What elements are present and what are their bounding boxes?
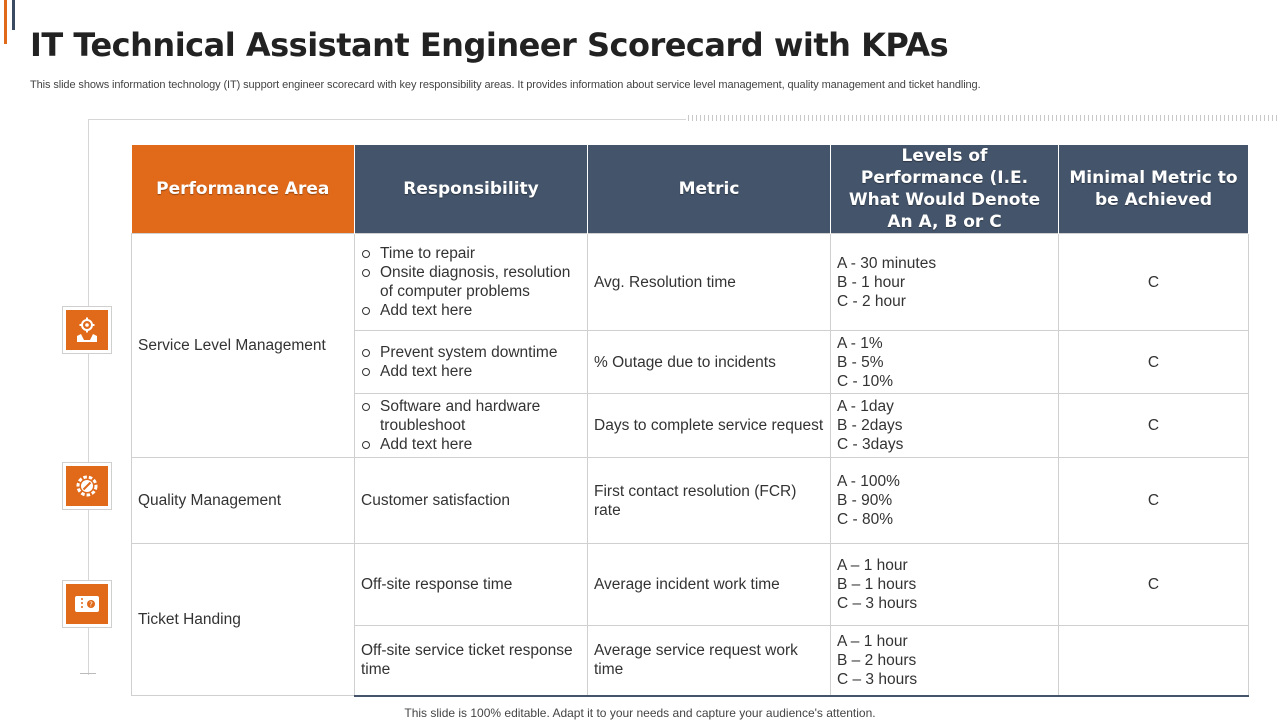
responsibility-item: Add text here bbox=[361, 435, 581, 454]
header-responsibility: Responsibility bbox=[355, 145, 588, 234]
responsibility-cell bbox=[355, 234, 588, 331]
table-header-row bbox=[132, 145, 1249, 234]
header-levels-of-performance: Levels of Performance (I.E. What Would Denote An A, B or C bbox=[831, 145, 1059, 234]
level-a: A – 1 hour bbox=[837, 557, 908, 574]
responsibility-item: Prevent system downtime bbox=[361, 343, 581, 362]
frame-line-foot bbox=[80, 673, 96, 674]
level-b: B - 2days bbox=[837, 417, 903, 434]
level-b: B – 1 hours bbox=[837, 576, 917, 593]
accent-bar-secondary bbox=[12, 0, 15, 30]
metric-cell: Avg. Resolution time bbox=[588, 234, 831, 331]
metric-cell: Average incident work time bbox=[588, 544, 831, 626]
accent-bar bbox=[4, 0, 7, 44]
levels-cell bbox=[831, 458, 1059, 544]
level-c: C – 3 hours bbox=[837, 595, 918, 612]
level-b: B - 5% bbox=[837, 353, 884, 371]
quality-icon bbox=[73, 472, 101, 500]
frame-line-top bbox=[88, 119, 686, 120]
page-subtitle: This slide shows information technology (IT) support engineer scorecard with key responsibility areas. It provides information about service level management, quality management and ticket handling. bbox=[30, 79, 981, 91]
metric-cell: Days to complete service request bbox=[588, 394, 831, 458]
levels-cell bbox=[831, 331, 1059, 394]
footer-note: This slide is 100% editable. Adapt it to your needs and capture your audience's attention. bbox=[404, 706, 876, 720]
scorecard-table bbox=[131, 145, 1249, 697]
area-service-level-management: Service Level Management bbox=[132, 234, 355, 458]
level-c: C – 3 hours bbox=[837, 670, 918, 688]
minimal-metric-cell: C bbox=[1059, 234, 1249, 331]
responsibility-item: Time to repair bbox=[361, 244, 581, 263]
level-b: B – 2 hours bbox=[837, 651, 917, 669]
frame-dotted-line bbox=[688, 115, 1280, 121]
responsibility-cell bbox=[355, 394, 588, 458]
table-row bbox=[132, 234, 1249, 331]
area-quality-management: Quality Management bbox=[132, 458, 355, 544]
responsibility-cell: Customer satisfaction bbox=[355, 458, 588, 544]
service-management-icon-box bbox=[62, 306, 112, 354]
level-a: A – 1 hour bbox=[837, 632, 908, 650]
ticket-icon-box bbox=[62, 580, 112, 628]
responsibility-item: Add text here bbox=[361, 362, 581, 381]
minimal-metric-cell bbox=[1059, 626, 1249, 696]
minimal-metric-cell: C bbox=[1059, 331, 1249, 394]
level-c: C - 2 hour bbox=[837, 292, 906, 310]
levels-cell bbox=[831, 544, 1059, 626]
minimal-metric-cell: C bbox=[1059, 394, 1249, 458]
metric-cell: % Outage due to incidents bbox=[588, 331, 831, 394]
svg-text:?: ? bbox=[89, 600, 93, 609]
responsibility-item: Software and hardware troubleshoot bbox=[361, 397, 581, 435]
level-a: A - 1day bbox=[837, 398, 894, 415]
level-b: B - 90% bbox=[837, 492, 893, 509]
level-c: C - 80% bbox=[837, 511, 893, 528]
minimal-metric-cell: C bbox=[1059, 544, 1249, 626]
responsibility-cell bbox=[355, 331, 588, 394]
service-management-icon bbox=[73, 316, 101, 344]
level-c: C - 3days bbox=[837, 436, 904, 453]
levels-cell bbox=[831, 626, 1059, 696]
level-b: B - 1 hour bbox=[837, 273, 906, 291]
table-row bbox=[132, 544, 1249, 626]
minimal-metric-cell: C bbox=[1059, 458, 1249, 544]
ticket-icon bbox=[73, 590, 101, 618]
header-minimal-metric: Minimal Metric to be Achieved bbox=[1059, 145, 1249, 234]
responsibility-item: Onsite diagnosis, resolution of computer problems bbox=[361, 263, 581, 301]
level-a: A - 30 minutes bbox=[837, 254, 937, 272]
level-c: C - 10% bbox=[837, 372, 893, 390]
metric-cell: First contact resolution (FCR) rate bbox=[588, 458, 831, 544]
quality-icon-box bbox=[62, 462, 112, 510]
level-a: A - 100% bbox=[837, 473, 900, 490]
responsibility-cell: Off-site service ticket response time bbox=[355, 626, 588, 696]
header-metric: Metric bbox=[588, 145, 831, 234]
page-title: IT Technical Assistant Engineer Scorecard with KPAs bbox=[30, 26, 949, 64]
levels-cell bbox=[831, 394, 1059, 458]
responsibility-cell: Off-site response time bbox=[355, 544, 588, 626]
header-performance-area: Performance Area bbox=[132, 145, 355, 234]
levels-cell bbox=[831, 234, 1059, 331]
table-row bbox=[132, 458, 1249, 544]
metric-cell: Average service request work time bbox=[588, 626, 831, 696]
level-a: A - 1% bbox=[837, 334, 883, 352]
responsibility-item: Add text here bbox=[361, 301, 581, 320]
area-ticket-handing: Ticket Handing bbox=[132, 544, 355, 696]
